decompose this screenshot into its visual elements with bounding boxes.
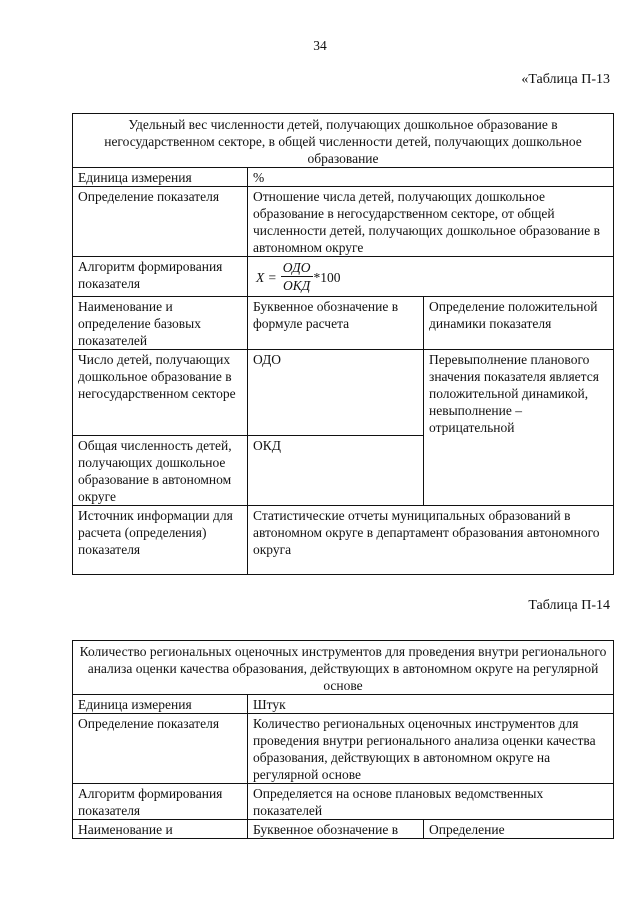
header-code: Буквенное обозначение в формуле расчета [248,297,424,350]
formula-fraction [281,260,313,294]
definition-label: Определение показателя [73,187,248,257]
indicator-table-p13 [72,113,614,575]
unit-label: Единица измерения [73,695,248,714]
table-title: Количество региональных оценочных инструментов для проведения внутри регионального анализа оценки качества образования, действующих в автономном округе на регулярной основе [73,641,614,695]
source-value: Статистические отчеты муниципальных образований в автономном округе в департамент образования автономного округа [248,506,614,575]
algorithm-label: Алгоритм формирования показателя [73,784,248,820]
base-indicator-name: Число детей, получающих дошкольное образование в негосударственном секторе [73,350,248,436]
unit-value: Штук [248,695,614,714]
algorithm-value: Определяется на основе плановых ведомственных показателей [248,784,614,820]
dynamics-definition: Перевыполнение планового значения показателя является положительной динамикой, невыполнение – отрицательной [424,350,614,506]
unit-label: Единица измерения [73,168,248,187]
formula-multiplier: *100 [313,269,341,285]
source-label: Источник информации для расчета (определения) показателя [73,506,248,575]
formula-denominator: ОКД [282,278,311,293]
table-title: Удельный вес численности детей, получающих дошкольное образование в негосударственном секторе, в общей численности детей, получающих дошкольное образование [73,114,614,168]
definition-value: Количество региональных оценочных инструментов для проведения внутри регионального анализа оценки качества образования, действующих в автономном округе на регулярной основе [248,714,614,784]
header-dynamics: Определение [424,820,614,839]
formula-numerator: ОДО [282,260,311,275]
page-number: 34 [313,38,327,53]
definition-label: Определение показателя [73,714,248,784]
header-code: Буквенное обозначение в [248,820,424,839]
base-indicator-code: ОДО [248,350,424,436]
table-caption: Таблица П-14 [528,598,610,613]
indicator-table-p14 [72,640,614,839]
header-name: Наименование и [73,820,248,839]
header-name: Наименование и определение базовых показателей [73,297,248,350]
base-indicator-code: ОКД [248,436,424,506]
formula [248,257,614,297]
formula-lhs: X = [256,269,277,285]
algorithm-label: Алгоритм формирования показателя [73,257,248,297]
table-caption: «Таблица П-13 [521,72,610,87]
definition-value: Отношение числа детей, получающих дошкольное образование в негосударственном секторе, от общей численности детей, получающих дошкольное образование в автономном округе [248,187,614,257]
unit-value: % [248,168,614,187]
header-dynamics: Определение положительной динамики показателя [424,297,614,350]
base-indicator-name: Общая численность детей, получающих дошкольное образование в автономном округе [73,436,248,506]
